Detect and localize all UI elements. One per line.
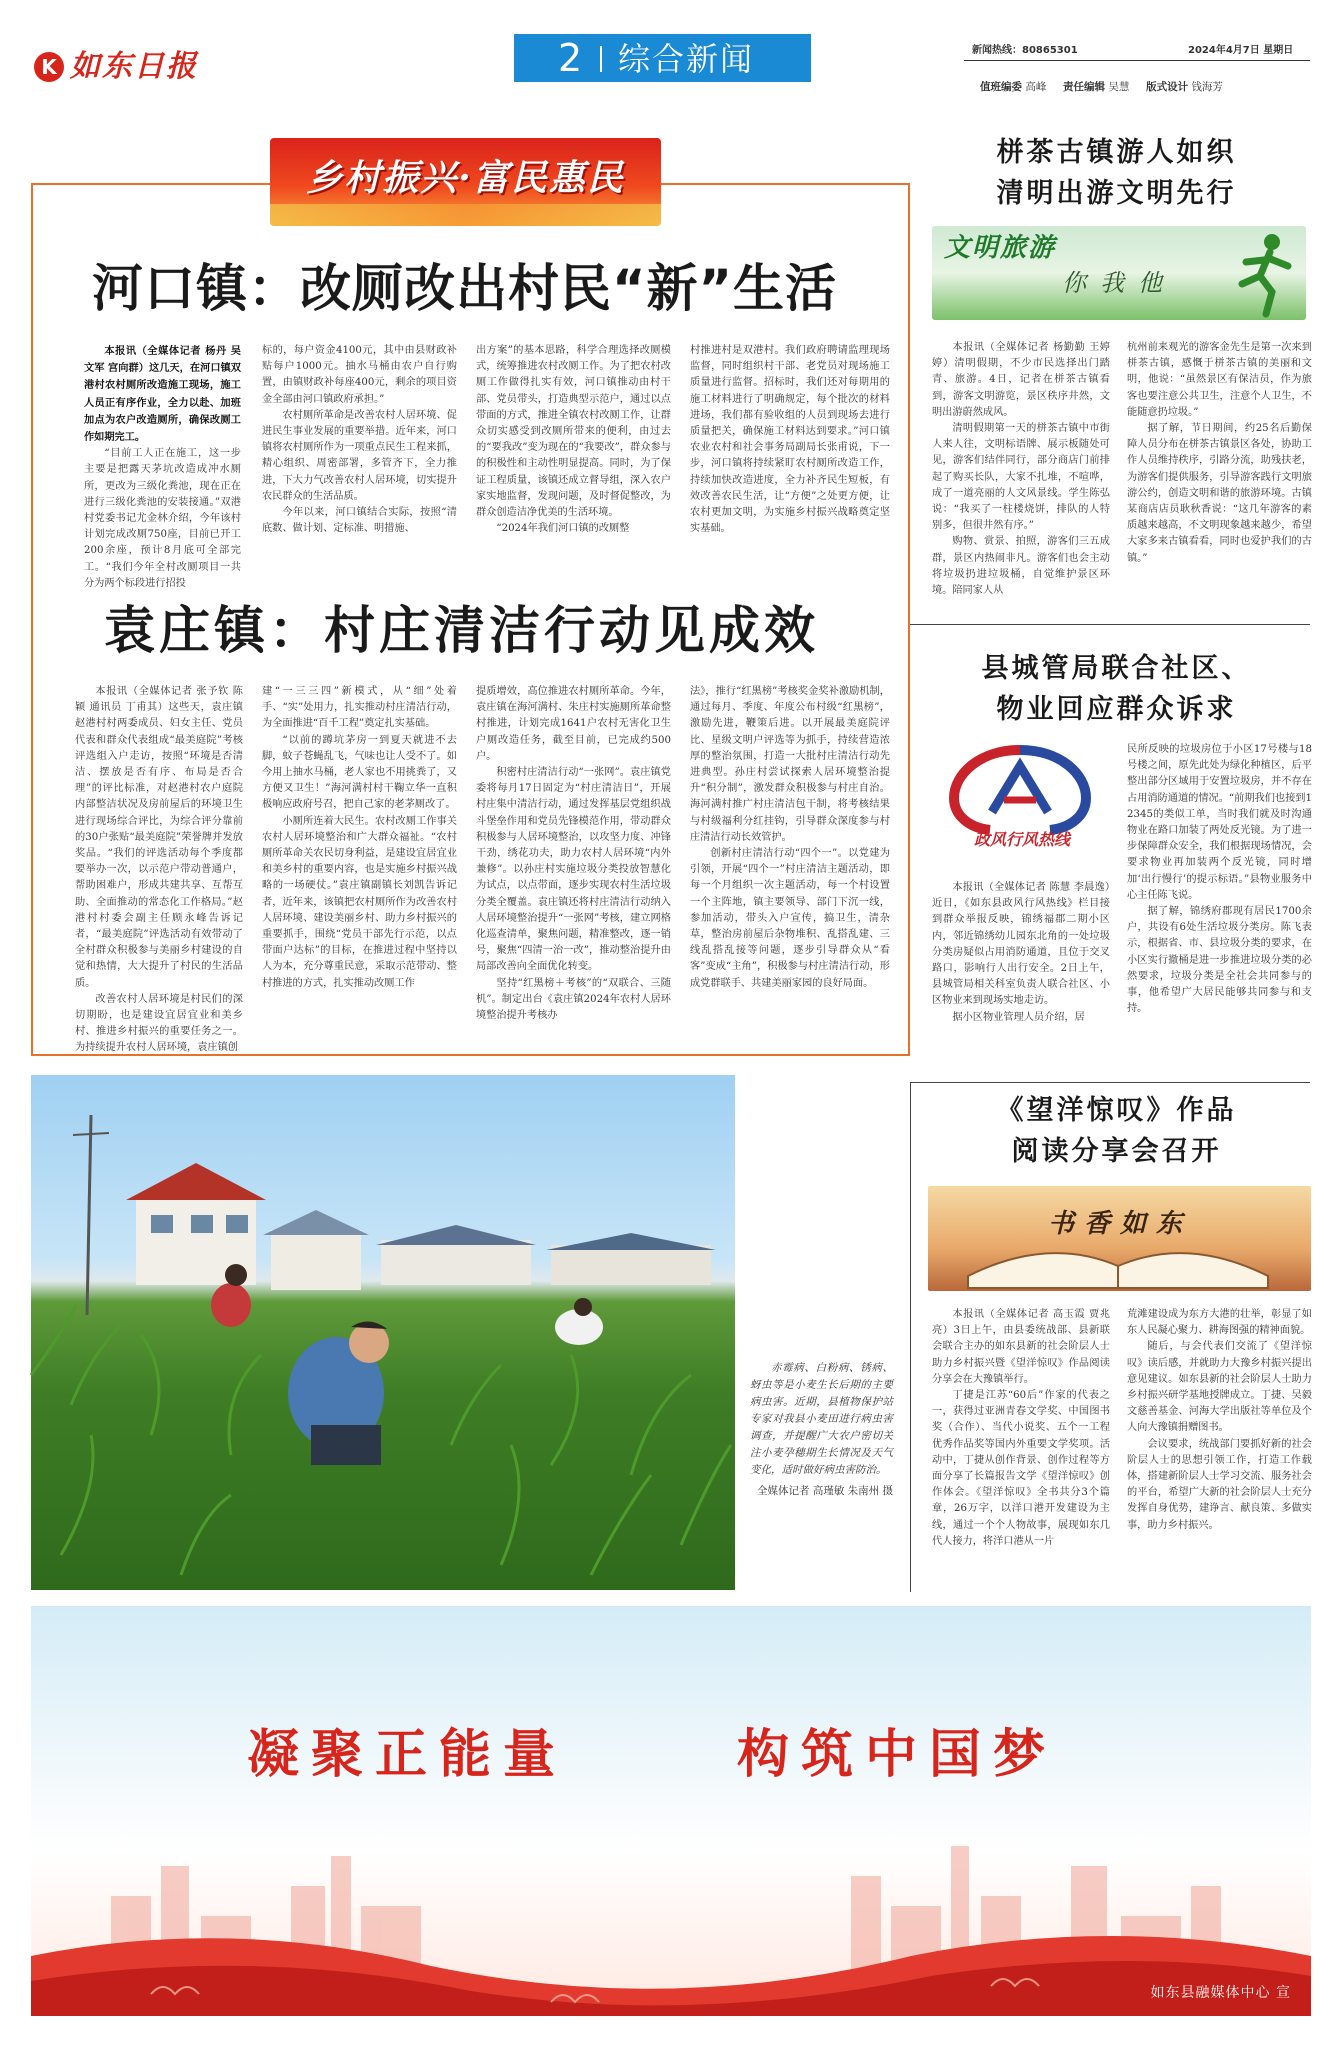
sidebar3-title-1: 《望洋惊叹》作品 bbox=[996, 1095, 1237, 1126]
feature-banner bbox=[270, 138, 661, 226]
article1-lead: 本报讯（全媒体记者 杨丹 吴文军 宫向群）这几天，在河口镇双港村农村厕所改造施工现场，施工人员正有序作业，全力以赴、加班加点为农户改造厕所，确保改厕工作如期完工。 bbox=[84, 345, 241, 444]
masthead bbox=[0, 0, 1339, 100]
article1-p4: 农村厕所革命是改善农村人居环境、促进民生事业发展的重要举措。近年来，河口镇将农村厕所作为一项重点民生工程来抓，精心组织、周密部署，多管齐下，全力推进，下大力气改善农村人居环境，切实提升农民群众的生活品质。 bbox=[262, 409, 457, 502]
hotline-logo-icon bbox=[940, 742, 1100, 832]
sidebar1-col2 bbox=[1127, 340, 1312, 614]
sidebar1-headline bbox=[930, 132, 1303, 214]
sidebar3-p5: 会议要求，统战部门要抓好新的社会阶层人士的思想引领工作，打造工作载体，搭建新阶层人士学习交流、服务社会的平台，希望广大新的社会阶层人士充分发挥自身优势，建诤言、献良策、多做实事，助力乡村振兴。 bbox=[1127, 1438, 1312, 1531]
right-rule-2 bbox=[910, 1082, 1310, 1083]
civilized-travel-title: 文明旅游 bbox=[944, 233, 1057, 263]
photo-caption bbox=[750, 1360, 893, 1500]
sidebar3-headline bbox=[930, 1090, 1303, 1172]
poster bbox=[31, 1606, 1311, 2016]
article2-p2: 改善农村人居环境是村民们的深切期盼，也是建设宜居宜业和美乡村、推进乡村振兴的重要任务之一。为持续提升农村人居环境，袁庄镇创 bbox=[75, 993, 243, 1054]
article2-p4: “以前的蹲坑茅房一到夏天就进不去脚，蚊子苍蝇乱飞，气味也让人受不了。如今用上抽水马桶，老人家也不用挑粪了，又方便又卫生！”海河满村村干鞠立华一直积极响应政府号召，把自己家的老茅厕改了。 bbox=[262, 734, 457, 811]
article1-p5: 今年以来，河口镇结合实际，按照“清底数、做计划、定标准、明措施、 bbox=[262, 507, 457, 535]
article2-p6: 提质增效，高位推进农村厕所革命。今年，袁庄镇在海河满村、朱庄村实施厕所革命整村推进，计划完成1641户农村无害化卫生户厕改造任务，截至目前，已完成约500户。 bbox=[476, 686, 671, 762]
article1-p6: 出方案”的基本思路，科学合理选择改厕模式，统筹推进农村改厕工作。为了把农村改厕工作做得扎实有效，河口镇推动由村干部、党员带头，打造典型示范户，通过以点带面的方式，推进全镇农村改厕工作，让群众切实感受到改厕所带来的便利，由过去的“要我改”变为现在的“我要改”，群众参与的积极性和主动性明显提高。同时，为了保证工程质量，该镇还成立督导组，深入农户家实地监督，发现问题，及时督促整改，为群众创造洁净优美的生活环境。 bbox=[476, 345, 671, 519]
sidebar2-p1: 本报讯（全媒体记者 陈慧 李晨逸）近日，《如东县政风行风热线》栏目接到群众举报反映，锦绣福郡二期小区内，邻近锦绣幼儿园东北角的一处垃圾分类房疑似占用消防通道，且位于交叉路口，影响行人出行安全。2日上午，县城管局相关科室负责人联合社区、小区物业来到现场实地走访。 bbox=[932, 882, 1110, 1007]
article2-p10: 创新村庄清洁行动“四个一”。以党建为引领，开展“四个一”村庄清洁主题活动，即每一个月组织一次主题活动，每一个村设置一个主阵地，镇主要领导、部门下沉一线，参加活动，带头入户宣传，搞卫生，清杂草，整治房前屋后杂物堆积、乱搭乱建、三线乱搭乱接等问题，逐步引导群众从“看客”变成“主角”，积极参与村庄清洁行动，形成党群联手、共建美丽家园的良好局面。 bbox=[690, 848, 890, 989]
section-header bbox=[514, 34, 811, 82]
article2-col3 bbox=[476, 684, 671, 1050]
caption-text: 赤霉病、白粉病、锈病、蚜虫等是小麦生长后期的主要病虫害。近期，县植物保护站专家对我县小麦田进行病虫害调查，并提醒广大农户密切关注小麦孕穗期生长情况及天气变化，适时做好病虫害防治。 bbox=[750, 1362, 893, 1476]
article2-col2 bbox=[262, 684, 457, 1050]
hotline-logo-text: 政风行风热线 bbox=[973, 830, 1070, 849]
article2-p7: 积密村庄清洁行动“一张网”。袁庄镇党委将每月17日固定为“村庄清洁日”，开展村庄集中清洁行动，通过发挥基层党组织战斗堡垒作用和党员先锋模范作用，带动群众积极参与人居环境整治，以攻坚力度、冲锋干劲，绣花功夫，助力农村人居环境“内外兼修”。以孙庄村实施垃圾分类投放智慧化为试点，以点带面，逐步实现农村生活垃圾分类全覆盖。袁庄镇还将村庄清洁行动纳入人居环境整治提升“一张网”考核，建立网格化巡查清单，聚焦问题，精准整改，逐一销号，聚焦“四清一治一改”，推动整治提升由局部改善向全面优化转变。 bbox=[476, 767, 671, 973]
design-label: 版式设计 bbox=[1146, 81, 1189, 93]
sidebar2-p2: 据小区物业管理人员介绍，居 bbox=[952, 1011, 1085, 1023]
article1-headline: 河口镇：改厕改出村民“新”生活 bbox=[92, 260, 838, 319]
design-name: 钱海芳 bbox=[1191, 81, 1223, 93]
article2-p1: 本报讯（全媒体记者 张予钦 陈颖 通讯员 丁甫其）这些天，袁庄镇赵港村村两委成员、妇女主任、党员代表和群众代表组成“最美庭院”考核评选组入户走访，按照“环境是否清洁、摆放是否有序、布局是否合理”的评比标准，对赵港村农户庭院内部整洁状况及房前屋后的环境卫生进行现场综合评比，为综合评分靠前的30户张贴“最美庭院”荣誉牌并发放奖品。“我们的评选活动每个季度都要举办一次，以示范户带动普通户，帮助困难户，形成共建共享、互帮互助、全面推动的常态化工作格局。”赵港村村委会副主任顾永峰告诉记者，“最美庭院”评选活动有效带动了全村群众积极参与美丽乡村建设的自觉和热情，大大提升了村民的生活品质。 bbox=[75, 686, 243, 989]
caption-credit: 全媒体记者 高瑾敏 朱南州 摄 bbox=[756, 1485, 893, 1497]
masthead-rule bbox=[964, 60, 1310, 61]
sidebar3-p2: 丁捷是江苏“60后”作家的代表之一，获得过亚洲青春文学奖、中国图书奖（合作）、当代小说奖、五个一工程优秀作品奖等国内外重要文学奖项。活动中，丁捷从创作背景、创作过程等方面分享了长篇报告文学《望洋惊叹》创作体会。《望洋惊叹》全书共分3个篇章，26万字，以洋口港开发建设为主线，通过一个个人物故事，展现如东几代人接力，将洋口港从一片 bbox=[932, 1390, 1110, 1547]
article1-p3: 标的，每户资金4100元，其中由县财政补贴每户1000元。抽水马桶由农户自行购置，由镇财政补每座400元，剩余的项目资金全部由河口镇政府承担。” bbox=[262, 345, 457, 405]
editors-line bbox=[980, 79, 1223, 94]
sidebar2-p4: 据了解，锦绣府郡现有居民1700余户，共设有6处生活垃圾分类房。陈飞表示，根据省、市、县垃圾分类的要求，在小区实行撤桶是进一步推进垃圾分类的必然要求，垃圾分类是全社会共同参与的事，他希望广大居民能够共同参与和支持。 bbox=[1127, 906, 1312, 1015]
sidebar2-headline bbox=[930, 648, 1303, 730]
article1-col4 bbox=[690, 343, 890, 548]
date: 2024年4月7日 星期日 bbox=[1188, 45, 1294, 56]
article2-p9: 法》，推行“红黑榜”考核奖金奖补激励机制，通过每月、季度、年度公布村级“红黑榜”，激励先进，鞭策后进。以开展最美庭院评比、星级文明户评选等为抓手，持续营造浓厚的整治氛围，打造一大批村庄清洁行动先进典型。孙庄村尝试探索人居环境整治提升“积分制”，激发群众积极参与村庄自治。海河满村推广村庄清洁包干制，将考核结果与村级福利分红挂钩，引导群众深度参与村庄清洁行动长效管护。 bbox=[690, 686, 890, 843]
poster-credit: 如东县融媒体中心 宣 bbox=[1150, 1985, 1291, 2001]
logo-text: 如东日报 bbox=[70, 49, 198, 84]
article2-p5: 小厕所连着大民生。农村改厕工作事关农村人居环境整治和广大群众福祉。“农村厕所革命关农民切身利益，是建设宜居宜业和美乡村的重要内容，也是实施乡村振兴战略的一场硬仗。”袁庄镇副镇长刘凯告诉记者，近年来，该镇把农村厕所作为改善农村人居环境、建设美丽乡村、助力乡村振兴的重要抓手，围绕“党员干部先行示范，以点带面户达标”的目标，在推进过程中坚持以人为本，充分尊重民意，采取示范带动、整村推进的方式，扎实推动改厕工作 bbox=[262, 815, 457, 989]
book-image-text: 书香如东 bbox=[1048, 1209, 1193, 1239]
article2-col4 bbox=[690, 684, 890, 1050]
sidebar2-col1 bbox=[932, 880, 1110, 1052]
sidebar3-col2 bbox=[1127, 1307, 1312, 1581]
sidebar3-col1 bbox=[932, 1307, 1110, 1581]
city-skyline bbox=[31, 1826, 1311, 2016]
poster-slogan-right: 构筑中国梦 bbox=[737, 1724, 1058, 1785]
article1-col1 bbox=[84, 343, 241, 589]
hotline: 新闻热线：80865301 bbox=[972, 45, 1078, 56]
runner-icon bbox=[1232, 232, 1298, 316]
poster-slogan-left: 凝聚正能量 bbox=[247, 1724, 568, 1785]
photo-scene bbox=[31, 1075, 735, 1590]
vertical-rule bbox=[910, 1082, 911, 1592]
duty-label: 值班编委 bbox=[980, 81, 1022, 93]
banner-text: 乡村振兴·富民惠民 bbox=[306, 157, 625, 199]
civilized-travel-image bbox=[932, 226, 1306, 320]
book-image bbox=[928, 1186, 1311, 1291]
duty-name: 高峰 bbox=[1025, 81, 1047, 93]
sidebar1-p4: 杭州前来观光的游客金先生是第一次来到栟茶古镇，感慨于栟茶古镇的美丽和文明，他说：“虽然景区有保洁员，作为旅客也要注意公共卫生，注意个人卫生，不能随意扔垃圾。” bbox=[1127, 342, 1312, 418]
article2-col1 bbox=[75, 684, 243, 1054]
logo-icon bbox=[34, 52, 64, 82]
section-title: 综合新闻 bbox=[618, 40, 755, 78]
sidebar3-p3: 荒滩建设成为东方大港的壮举，彰显了如东人民凝心聚力、耕海图强的精神面貌。 bbox=[1127, 1309, 1312, 1337]
sidebar1-p3: 购物、赏景、拍照，游客们三五成群，景区内热闹非凡。游客们也会主动将垃圾扔进垃圾桶，自觉维护景区环境。陪同家人从 bbox=[932, 536, 1110, 597]
article1-col2 bbox=[262, 343, 457, 548]
sidebar1-col1 bbox=[932, 340, 1110, 614]
sidebar2-col2 bbox=[1127, 742, 1312, 1052]
section-divider bbox=[600, 46, 602, 72]
sidebar1-title-2: 清明出游文明先行 bbox=[996, 178, 1237, 209]
logo-char: K bbox=[41, 55, 57, 79]
sidebar1-title-1: 栟茶古镇游人如织 bbox=[996, 137, 1237, 168]
article1-p7: “2024年我们河口镇的改厕整 bbox=[496, 523, 630, 535]
article1-p8: 村推进村是双港村。我们政府聘请监理现场监督，同时组织村干部、老党员对现场施工质量进行监督。招标时，我们还对每期用的施工材料进行了明确规定，每个批次的材料进场，我们都有验收组的人员到现场去进行质量把关，确保施工材料达到要求。”河口镇农业农村和社会事务局副局长张甫说，下一步，河口镇将持续紧盯农村厕所改造工作，持续加快改造进度，全力补齐民生短板，有效改善农民生活，让“方便”之处更方便，让农村更加文明，为实施乡村振兴战略奠定坚实基础。 bbox=[690, 345, 890, 535]
sidebar3-p1: 本报讯（全媒体记者 高玉霞 贾兆亮）3日上午，由县委统战部、县新联会联合主办的如东县新的社会阶层人士助力乡村振兴暨《望洋惊叹》作品阅读分享会在大豫镇举行。 bbox=[932, 1309, 1110, 1385]
article2-p8: 坚持“红黑榜＋考核”的“双联合、三随机”。制定出台《袁庄镇2024年农村人居环境整治提升考核办 bbox=[476, 977, 671, 1022]
sidebar2-title-2: 物业回应群众诉求 bbox=[996, 694, 1237, 725]
article1-p2: “目前工人正在施工，这一步主要是把露天茅坑改造成冲水厕所，更改为三级化粪池，现在正在进行三级化粪池的安装接通。”双港村党委书记尤金林介绍，今年该村计划完成改厕750座，目前已开工200余座，预计8月底可全部完工。“我们今年全村改厕项目一共分为两个标段进行招投 bbox=[84, 448, 241, 589]
editor-name: 吴慧 bbox=[1108, 81, 1130, 93]
sidebar2-title-1: 县城管局联合社区、 bbox=[981, 653, 1252, 684]
sidebar1-p5: 据了解，节日期间，约25名后勤保障人员分布在栟茶古镇景区各处，协助工作人员维持秩序，引路分流，助残扶老，为游客们提供服务，引导游客践行文明旅游公约，创造文明和谐的旅游环境。古镇某商店店员耿秋香说：“这几年游客的素质越来越高，不文明现象越来越少，希望大家多来古镇看看，同时也爱护我们的古镇。” bbox=[1127, 423, 1312, 564]
article1-col3 bbox=[476, 343, 671, 548]
editor-label: 责任编辑 bbox=[1063, 81, 1106, 93]
farm-photo bbox=[31, 1075, 735, 1590]
sidebar2-p3: 民所反映的垃圾房位于小区17号楼与18号楼之间，原先此处为绿化种植区，后平整出部分区域用于安置垃圾房，并不存在占用消防通道的情况。“前期我们也接到12345的类似工单，当时我们就及时沟通物业在路口加装了两处反光镜。为了进一步保障群众安全，我们根据现场情况，会要求物业再加装两个反光镜，同时增加‘出行慢行’的提示标语。”县物业服务中心主任陈飞说。 bbox=[1127, 744, 1312, 901]
sidebar1-p1: 本报讯（全媒体记者 杨勤勤 王婷婷）清明假期，不少市民选择出门踏青、旅游。4日，记者在栟茶古镇看到，游客文明游览，景区秩序井然，文明出游蔚然成风。 bbox=[932, 342, 1110, 418]
sidebar3-title-2: 阅读分享会召开 bbox=[1011, 1136, 1222, 1167]
article2-p3: 建“一三三四”新模式，从“细”处着手、“实”处用力，扎实推动村庄清洁行动，为全面推进“百千工程”奠定扎实基础。 bbox=[262, 686, 457, 730]
hotline-logo bbox=[940, 742, 1100, 854]
article2-headline: 袁庄镇：村庄清洁行动见成效 bbox=[104, 602, 820, 661]
right-rule-1 bbox=[910, 624, 1310, 625]
page-number: 2 bbox=[558, 36, 583, 80]
sidebar1-p2: 清明假期第一天的栟茶古镇中市街人来人往，文明标语牌、展示板随处可见，游客们结伴同行，部分商店门前排起了购买长队，大家不扎堆，不喧哗，成了一道亮丽的人文风景线。学生陈弘说：“我买了一柱楼烧饼，排队的人特别多，但很井然有序。” bbox=[932, 423, 1110, 532]
civilized-travel-subtitle: 你我他 bbox=[1062, 269, 1176, 297]
sidebar3-p4: 随后，与会代表们交流了《望洋惊叹》读后感，并就助力大豫乡村振兴提出意见建议。如东县新的社会阶层人士助力乡村振兴研学基地授牌成立。丁捷、吴毅文慈善基金、河海大学出版社等单位及个人向大豫镇捐赠图书。 bbox=[1127, 1341, 1312, 1434]
